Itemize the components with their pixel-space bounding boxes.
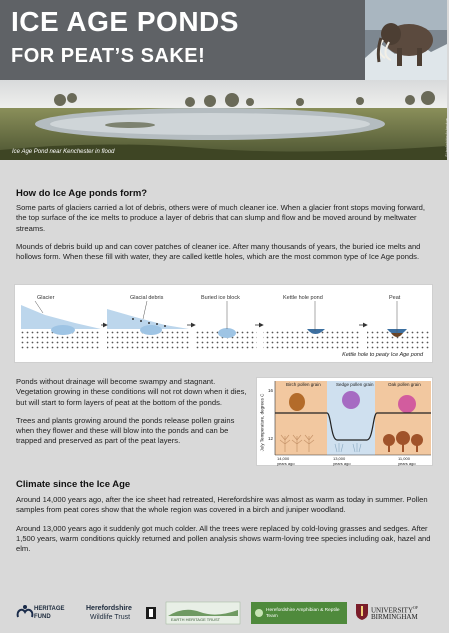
- diagram-label-kettle-pond: Kettle hole pond: [283, 295, 323, 301]
- oak-pollen-icon: [398, 395, 416, 413]
- section-heading: How do Ice Age ponds form?: [16, 188, 148, 199]
- diagram-label-glacier: Glacier: [37, 295, 55, 301]
- page-subtitle: FOR PEAT’S SAKE!: [11, 45, 206, 67]
- oak-trees-icon: [383, 431, 423, 452]
- diagram-caption: Kettle hole to peaty Ice Age pond: [342, 352, 423, 358]
- header-banner: [0, 0, 447, 80]
- badger-icon: [146, 607, 156, 619]
- paragraph: Around 13,000 years ago it suddenly got much colder. All the trees were replaced by cold-loving grasses and sedges. After 1,500 years, warm conditions quickly returned and pollen analysis shows warm-loving tree species including oak, hazel and elm.: [16, 523, 431, 554]
- page-title: ICE AGE PONDS: [11, 6, 239, 37]
- paragraph: Around 14,000 years ago, after the ice sheet had retreated, Herefordshire was almost as warm as today in summer. Pollen samples from peat cores show that the whole region was covered in a birch and juniper woodland.: [16, 495, 428, 515]
- section-ice-age-ponds: [16, 188, 434, 262]
- kettle-hole-diagram: [14, 284, 433, 363]
- heritage-fund-icon: [14, 603, 36, 621]
- pollen-temperature-chart: [256, 377, 433, 466]
- diagram-label-debris: Glacial debris: [130, 295, 164, 301]
- sedge-pollen-icon: [342, 391, 360, 409]
- ytick-12: 12: [268, 436, 274, 441]
- y-axis-label: July Temperature, degrees C: [259, 393, 265, 452]
- section-heading: Climate since the Ice Age: [16, 479, 131, 490]
- paragraph: Ponds without drainage will become swampy and stagnant. Vegetation growing in these conditions will not rot down when it dies, but will start to form layers of peat at the bottom of the ponds.: [16, 377, 247, 407]
- section-peat: [16, 377, 248, 447]
- diagram-label-peat: Peat: [389, 295, 401, 301]
- panel-label-oak: Oak pollen grain: [388, 382, 421, 387]
- xlabel-13000: 13,000 years ago: [333, 456, 351, 466]
- xlabel-11000: 11,000 years ago: [398, 456, 416, 466]
- birch-pollen-icon: [289, 393, 305, 411]
- section-climate: [16, 479, 434, 554]
- panel-label-birch: Birch pollen grain: [286, 382, 321, 387]
- paragraph: Mounds of debris build up and can cover patches of cleaner ice. After many thousands of years, the buried ice melts and hollows form. When these fill with water, they are called kettle holes, which are the most common type of Ice Age ponds.: [16, 241, 421, 262]
- xlabel-14000: 14,000 years ago: [277, 456, 295, 466]
- panel-birch: [275, 381, 327, 455]
- photo-credit: © Herefordshire Archaeology: [445, 118, 449, 157]
- photo-caption: Ice Age Pond near Kenchester in flood: [12, 149, 115, 155]
- ytick-16: 16: [268, 388, 274, 393]
- frog-icon: [254, 608, 264, 618]
- diagram-label-ice-block: Buried ice block: [201, 295, 240, 301]
- birch-trees-icon: [280, 435, 314, 452]
- crest-icon: [356, 604, 368, 620]
- panel-label-sedge: Sedge pollen grain: [336, 382, 374, 387]
- pond-photo: [0, 80, 447, 160]
- paragraph: Trees and plants growing around the ponds release pollen grains when they flower and these will blow into the ponds and can be trapped and preserved as part of the peat layers.: [16, 415, 235, 446]
- mammoth-illustration: [365, 0, 447, 80]
- paragraph: Some parts of glaciers carried a lot of debris, others were of much cleaner ice. When a glacier front stops moving forward, the top surface of the ice melts to produce a layer of debris that can slump and flow and be moved around by meltwater streams.: [16, 203, 425, 233]
